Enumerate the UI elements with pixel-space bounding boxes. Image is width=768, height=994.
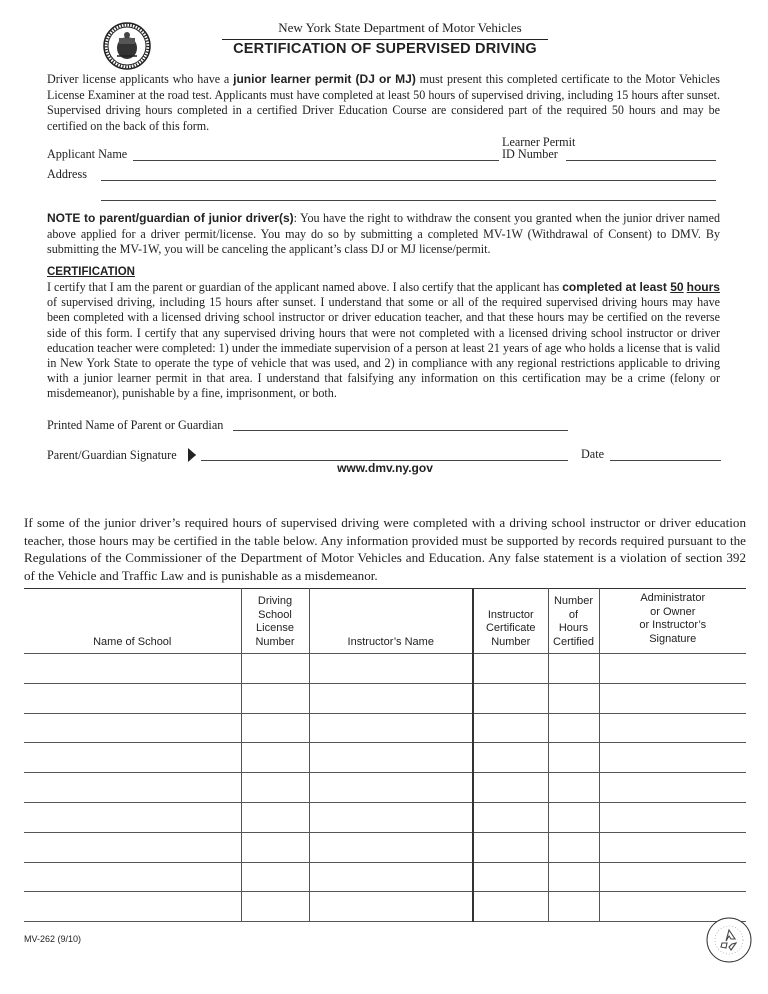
col-header-signature: Administrator or Owner or Instructor’s Signature — [599, 589, 746, 654]
certificate-number-cell[interactable] — [473, 892, 548, 922]
table-row — [24, 862, 746, 892]
instructor-name-cell[interactable] — [309, 802, 473, 832]
applicant-name-label: Applicant Name — [47, 147, 128, 161]
table-row — [24, 773, 746, 803]
signature-cell[interactable] — [599, 654, 746, 684]
signature-cell[interactable] — [599, 832, 746, 862]
department-name: New York State Department of Motor Vehicles — [278, 20, 522, 35]
table-header-row — [24, 589, 746, 654]
nys-seal-icon — [103, 22, 151, 70]
instructor-name-cell[interactable] — [309, 743, 473, 773]
instructor-name-cell[interactable] — [309, 892, 473, 922]
table-row — [24, 654, 746, 684]
certificate-number-cell[interactable] — [473, 773, 548, 803]
instructor-name-cell[interactable] — [309, 654, 473, 684]
applicant-name-field[interactable] — [133, 160, 499, 161]
printed-name-field[interactable] — [233, 430, 568, 431]
hours-certified-cell[interactable] — [548, 683, 599, 713]
col-header-instructor-name: Instructor’s Name — [309, 589, 473, 654]
table-row — [24, 683, 746, 713]
certificate-number-cell[interactable] — [473, 802, 548, 832]
note-heading: NOTE to parent/guardian of junior driver(s) — [47, 211, 294, 225]
certificate-number-cell[interactable] — [473, 654, 548, 684]
instructor-name-cell[interactable] — [309, 713, 473, 743]
intro-bold-permit: junior learner permit (DJ or MJ) — [233, 72, 416, 86]
table-row — [24, 892, 746, 922]
license-number-cell[interactable] — [241, 862, 309, 892]
address-field-line2[interactable] — [101, 200, 716, 201]
school-name-cell[interactable] — [24, 773, 241, 803]
hours-certified-cell[interactable] — [548, 654, 599, 684]
certificate-number-cell[interactable] — [473, 713, 548, 743]
license-number-cell[interactable] — [241, 683, 309, 713]
school-name-cell[interactable] — [24, 654, 241, 684]
hours-certified-cell[interactable] — [548, 832, 599, 862]
certificate-number-cell[interactable] — [473, 862, 548, 892]
instructor-name-cell[interactable] — [309, 832, 473, 862]
school-name-cell[interactable] — [24, 832, 241, 862]
col-header-certificate-number: Instructor Certificate Number — [473, 589, 548, 654]
hours-certified-cell[interactable] — [548, 802, 599, 832]
signature-cell[interactable] — [599, 713, 746, 743]
table-row — [24, 743, 746, 773]
website-link[interactable]: www.dmv.ny.gov — [337, 461, 433, 475]
signature-cell[interactable] — [599, 802, 746, 832]
printed-name-label: Printed Name of Parent or Guardian — [47, 418, 224, 432]
hours-certified-cell[interactable] — [548, 862, 599, 892]
page-title: CERTIFICATION OF SUPERVISED DRIVING — [222, 39, 548, 57]
instructor-name-cell[interactable] — [309, 773, 473, 803]
certification-heading: CERTIFICATION — [47, 266, 135, 278]
license-number-cell[interactable] — [241, 892, 309, 922]
license-number-cell[interactable] — [241, 713, 309, 743]
license-number-cell[interactable] — [241, 773, 309, 803]
certificate-number-cell[interactable] — [473, 683, 548, 713]
address-label: Address — [47, 167, 87, 181]
permit-label-line1: Learner Permit — [502, 135, 576, 149]
table-row — [24, 832, 746, 862]
certification-paragraph: I certify that I am the parent or guardian of the applicant named above. I also certify that the applicant has completed at least 50 hours of supervised driving, including 15 hours after sunset. I understand that some or all of the required supervised driving hours may have been completed with a licensed driving school instructor or driver education teacher, and that these hours may be certified on the reverse side of this form. I certify that any supervised driving hours that were not completed with a licensed driving school instructor or driver education teacher were completed: 1) under the immediate supervision of a person at least 21 years of age who holds a license that is valid in New York State to operate the type of vehicle that was used, and 2) in compliance with any regional restrictions applicable to driving with a junior learner permit in that area. I understand that falsifying any information on this certification may be a crime (felony or misdemeanor), punishable by a fine, imprisonment, or both. — [47, 280, 720, 401]
school-name-cell[interactable] — [24, 683, 241, 713]
hours-certified-cell[interactable] — [548, 713, 599, 743]
col-header-school-name: Name of School — [24, 589, 241, 654]
table-row — [24, 713, 746, 743]
form-number: MV-262 (9/10) — [24, 934, 82, 944]
signature-cell[interactable] — [599, 683, 746, 713]
date-label: Date — [581, 447, 605, 461]
hours-certified-cell[interactable] — [548, 892, 599, 922]
school-name-cell[interactable] — [24, 743, 241, 773]
address-field-line1[interactable] — [101, 180, 716, 181]
table-row — [24, 802, 746, 832]
date-field[interactable] — [610, 460, 721, 461]
permit-id-field[interactable] — [566, 160, 716, 161]
col-header-hours-certified: Number of Hours Certified — [548, 589, 599, 654]
school-name-cell[interactable] — [24, 862, 241, 892]
supervised-hours-table — [24, 588, 746, 922]
instructor-name-cell[interactable] — [309, 683, 473, 713]
signature-label: Parent/Guardian Signature — [47, 448, 177, 462]
signature-arrow-icon — [187, 447, 197, 463]
school-name-cell[interactable] — [24, 892, 241, 922]
hours-certified-cell[interactable] — [548, 743, 599, 773]
license-number-cell[interactable] — [241, 743, 309, 773]
guardian-note: NOTE to parent/guardian of junior driver(s): You have the right to withdraw the consent you granted when the junior driver named above applied for a driver permit/license. You may do so by submitting a completed MV-1W (Withdrawal of Consent) to DMV. By submitting the MV-1W, you will be canceling the applicant’s class DJ or MJ license/permit. — [47, 211, 720, 256]
col-header-license-number: Driving School License Number — [241, 589, 309, 654]
instructor-certification-paragraph: If some of the junior driver’s required hours of supervised driving were completed with a driving school instructor or driver education teacher, those hours may be certified in the table below. Any information provided must be supported by records required pursuant to the Regulations of the Commissioner of the Department of Motor Vehicles and Education. Any false statement is a violation of section 392 of the Vehicle and Traffic Law and is punishable as a misdemeanor. — [24, 515, 746, 583]
license-number-cell[interactable] — [241, 832, 309, 862]
signature-cell[interactable] — [599, 773, 746, 803]
certificate-number-cell[interactable] — [473, 832, 548, 862]
school-name-cell[interactable] — [24, 713, 241, 743]
hours-certified-cell[interactable] — [548, 773, 599, 803]
certificate-number-cell[interactable] — [473, 743, 548, 773]
intro-paragraph: Driver license applicants who have a junior learner permit (DJ or MJ) must present this completed certificate to the Motor Vehicles License Examiner at the road test. Applicants must have completed at least 50 hours of supervised driving, including 15 hours after sunset. Supervised driving hours completed in a certified Driver Education Course are considered part of the required 50 hours and may be certified on the back of this form. — [47, 72, 720, 133]
school-name-cell[interactable] — [24, 802, 241, 832]
license-number-cell[interactable] — [241, 654, 309, 684]
signature-cell[interactable] — [599, 862, 746, 892]
instructor-name-cell[interactable] — [309, 862, 473, 892]
signature-cell[interactable] — [599, 743, 746, 773]
license-number-cell[interactable] — [241, 802, 309, 832]
permit-label-line2: ID Number — [502, 147, 558, 161]
recycle-icon — [706, 917, 752, 963]
